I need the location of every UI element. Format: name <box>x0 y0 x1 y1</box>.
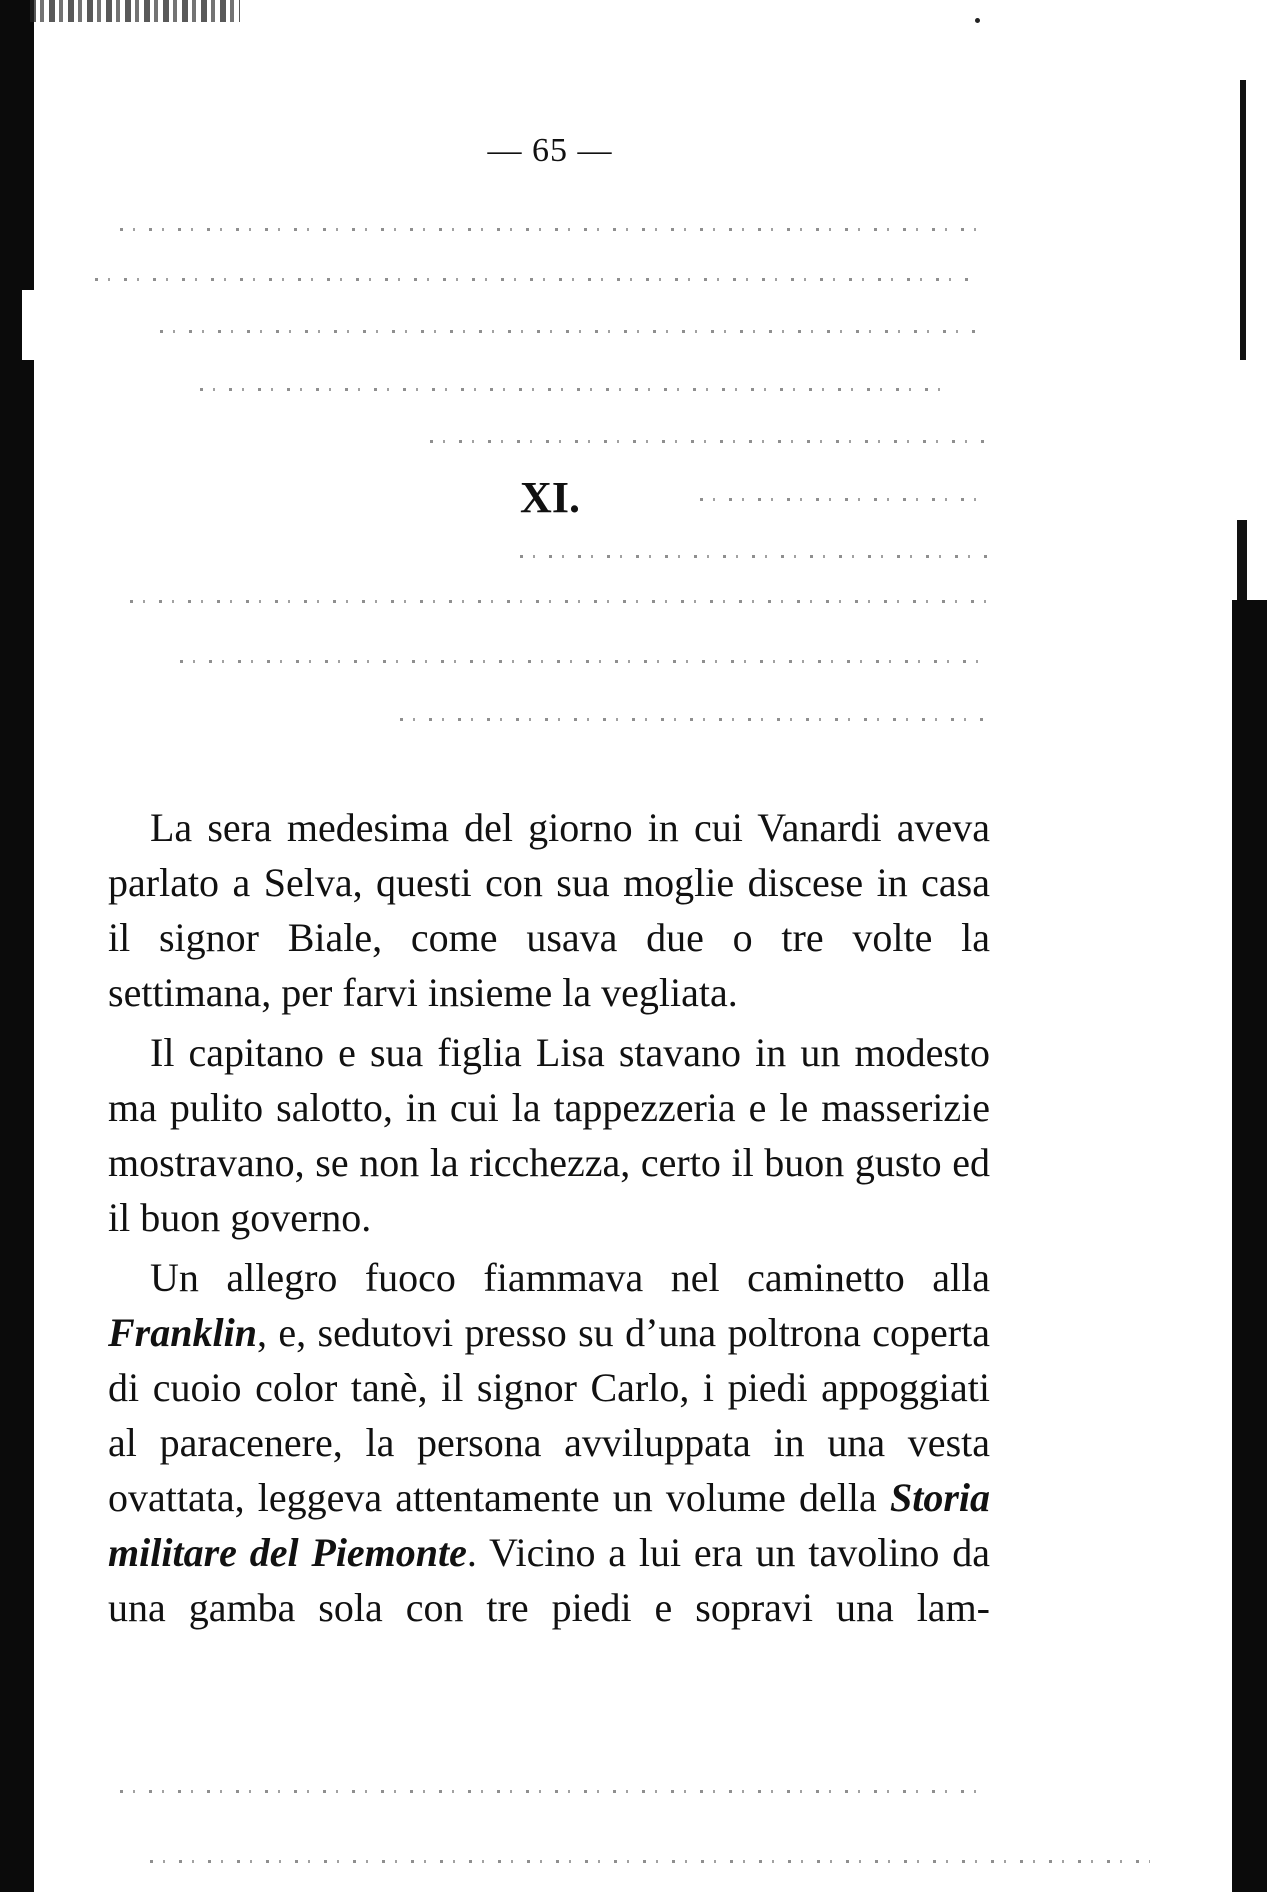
bleed-through-line <box>95 278 975 281</box>
paragraph-3-text-c: . Vicino a lui era un tavolino da una gamba sola con tre piedi e sopravi una lam- <box>108 1530 990 1630</box>
chapter-heading: XI. <box>520 473 580 522</box>
paragraph-2: Il capitano e sua figlia Lisa stavano in un modesto ma pulito salotto, in cui la tappezzeria e le masserizie mostravano, se non la ricchezza, certo il buon gusto ed il buon governo. <box>108 1030 990 1240</box>
scan-right-edge-mid <box>1237 520 1247 610</box>
italic-franklin: Franklin <box>108 1310 257 1355</box>
scan-left-notch <box>22 290 34 360</box>
paragraph-3 <box>108 1250 990 1635</box>
scan-right-edge <box>1232 600 1267 1892</box>
italic-book-title: Storia militare del Piemonte <box>108 1475 990 1575</box>
paragraph-3-text-b: , e, sedutovi presso su d’una poltrona coperta di cuoio color tanè, il signor Carlo, i piedi appoggiati al paracenere, la persona avviluppata in una vesta ovattata, leggeva attentamente un volume della <box>108 1310 990 1520</box>
body-text <box>108 800 990 1640</box>
scan-left-edge <box>0 0 34 1892</box>
bleed-through-line <box>130 600 990 603</box>
bleed-through-line <box>150 1860 1150 1863</box>
bleed-through-line <box>200 388 940 391</box>
scan-corner-smudge <box>30 0 240 22</box>
bleed-through-line <box>700 498 990 501</box>
bleed-through-line <box>180 660 980 663</box>
paragraph-3-text-a: Un allegro fuoco fiammava nel caminetto alla <box>150 1255 990 1300</box>
bleed-through-line <box>120 1790 980 1793</box>
paragraph-1: La sera medesima del giorno in cui Vanardi aveva parlato a Selva, questi con sua moglie discese in casa il signor Biale, come usava due o tre volte la settimana, per farvi insieme la vegliata. <box>108 805 990 1015</box>
bleed-through-line <box>160 330 980 333</box>
scan-right-edge-upper <box>1240 80 1246 360</box>
page-number: — 65 — <box>487 132 613 169</box>
bleed-through-line <box>520 555 990 558</box>
bleed-through-line <box>400 718 990 721</box>
bleed-through-line <box>120 228 980 231</box>
scan-speck <box>975 18 980 23</box>
bleed-through-line <box>430 440 990 443</box>
